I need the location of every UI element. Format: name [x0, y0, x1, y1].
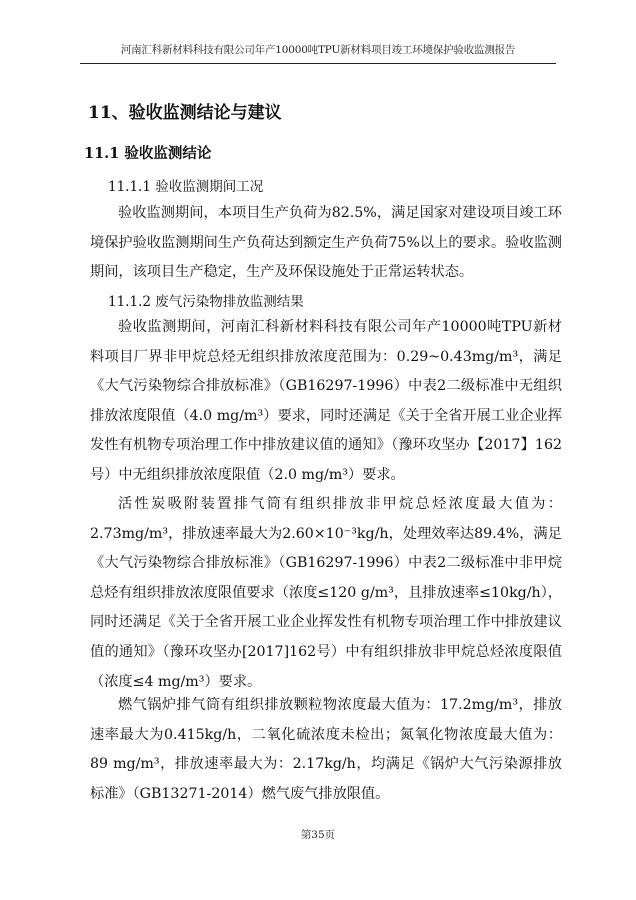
- paragraph-boiler-emissions: 燃气锅炉排气筒有组织排放颗粒物浓度最大值为：17.2mg/m³，排放速率最大为0.415kg/h，二氧化硫浓度未检出；氮氧化物浓度最大值为：89 mg/m³，排放速率最大为：2.17kg/h，均满足《锅炉大气污染源排放标准》（GB13271-2014）燃气废气排放限值。: [90, 697, 562, 802]
- page-number: 第35页: [300, 829, 336, 841]
- subsection-heading: 11.1 验收监测结论: [84, 145, 212, 162]
- section-heading: 11、验收监测结论与建议: [88, 103, 282, 123]
- paragraph-activated-carbon-emissions: 活性炭吸附装置排气筒有组织排放非甲烷总烃浓度最大值为：2.73mg/m³，排放速率最大为2.60×10⁻³kg/h，处理效率达89.4%，满足《大气污染物综合排放标准》（GB16297-1996）中表2二级标准中非甲烷总烃有组织排放浓度限值要求（浓度≤120 g/m³，且排放速率≤10kg/h），同时还满足《关于全省开展工业企业挥发性有机物专项治理工作中排放建议值的通知》（豫环攻坚办[2017]162号）中有组织排放非甲烷总烃浓度限值（浓度≤4 mg/m³）要求。: [90, 496, 562, 690]
- running-header: 河南汇科新材料科技有限公司年产10000吨TPU新材料项目竣工环境保护验收监测报告: [80, 42, 556, 64]
- paragraph-operating-conditions: 验收监测期间，本项目生产负荷为82.5%，满足国家对建设项目竣工环境保护验收监测期间生产负荷达到额定生产负荷75%以上的要求。验收监测期间，该项目生产稳定，生产及环保设施处于正常运转状态。: [90, 205, 562, 281]
- subsubsection-heading-1: 11.1.1 验收监测期间工况: [108, 179, 264, 195]
- paragraph-fugitive-emissions: 验收监测期间，河南汇科新材料科技有限公司年产10000吨TPU新材料项目厂界非甲烷总烃无组织排放浓度范围为：0.29~0.43mg/m³，满足《大气污染物综合排放标准》（GB16297-1996）中表2二级标准中无组织排放浓度限值（4.0 mg/m³）要求，同时还满足《关于全省开展工业企业挥发性有机物专项治理工作中排放建议值的通知》（豫环攻坚办【2017】162号）中无组织排放浓度限值（2.0 mg/m³）要求。: [90, 319, 562, 483]
- subsubsection-heading-2: 11.1.2 废气污染物排放监测结果: [108, 294, 304, 310]
